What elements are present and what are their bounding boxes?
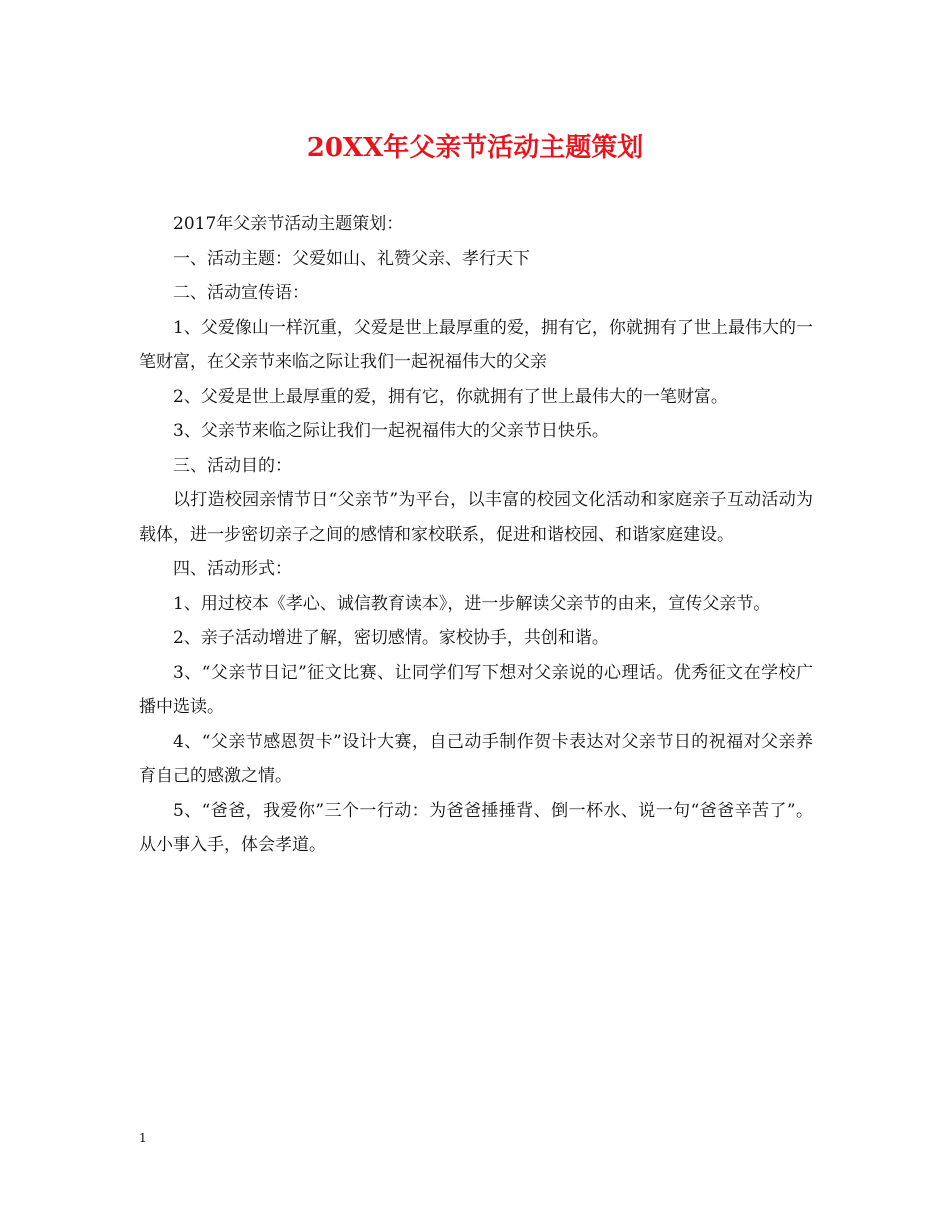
document-title: 20XX年父亲节活动主题策划 [306, 133, 644, 163]
section-purpose-heading: 三、活动目的： [173, 455, 292, 476]
document-body [139, 207, 813, 863]
section-slogan-heading: 二、活动宣传语： [173, 283, 309, 303]
slogan-item-1: 1、父爱像山一样沉重，父爱是世上最厚重的爱，拥有它，你就拥有了世上最伟大的一笔财富，在父亲节来临之际让我们一起祝福伟大的父亲 [139, 317, 813, 372]
section-form-heading: 四、活动形式： [173, 559, 292, 579]
intro-line: 2017年父亲节活动主题策划： [173, 214, 404, 234]
form-item-5: 5、“爸爸，我爱你”三个一行动：为爸爸捶捶背、倒一杯水、说一句“爸爸辛苦了”。从小事入手，体会孝道。 [139, 800, 813, 855]
section-theme: 一、活动主题：父爱如山、礼赞父亲、孝行天下 [173, 248, 530, 269]
form-item-2: 2、亲子活动增进了解，密切感情。家校协手，共创和谐。 [173, 628, 609, 648]
purpose-paragraph: 以打造校园亲情节日“父亲节”为平台，以丰富的校园文化活动和家庭亲子互动活动为载体，进一步密切亲子之间的感情和家校联系，促进和谐校园、和谐家庭建设。 [139, 490, 813, 545]
form-item-1: 1、用过校本《孝心、诚信教育读本》，进一步解读父亲节的由来，宣传父亲节。 [173, 593, 771, 614]
slogan-item-3: 3、父亲节来临之际让我们一起祝福伟大的父亲节日快乐。 [173, 421, 609, 441]
page-number: 1 [139, 1131, 147, 1145]
slogan-item-2: 2、父爱是世上最厚重的爱，拥有它，你就拥有了世上最伟大的一笔财富。 [173, 386, 728, 407]
form-item-4: 4、“父亲节感恩贺卡”设计大赛，自己动手制作贺卡表达对父亲节日的祝福对父亲养育自己的感激之情。 [139, 731, 813, 786]
form-item-3: 3、“父亲节日记”征文比赛、让同学们写下想对父亲说的心理话。优秀征文在学校广播中选读。 [139, 662, 813, 717]
